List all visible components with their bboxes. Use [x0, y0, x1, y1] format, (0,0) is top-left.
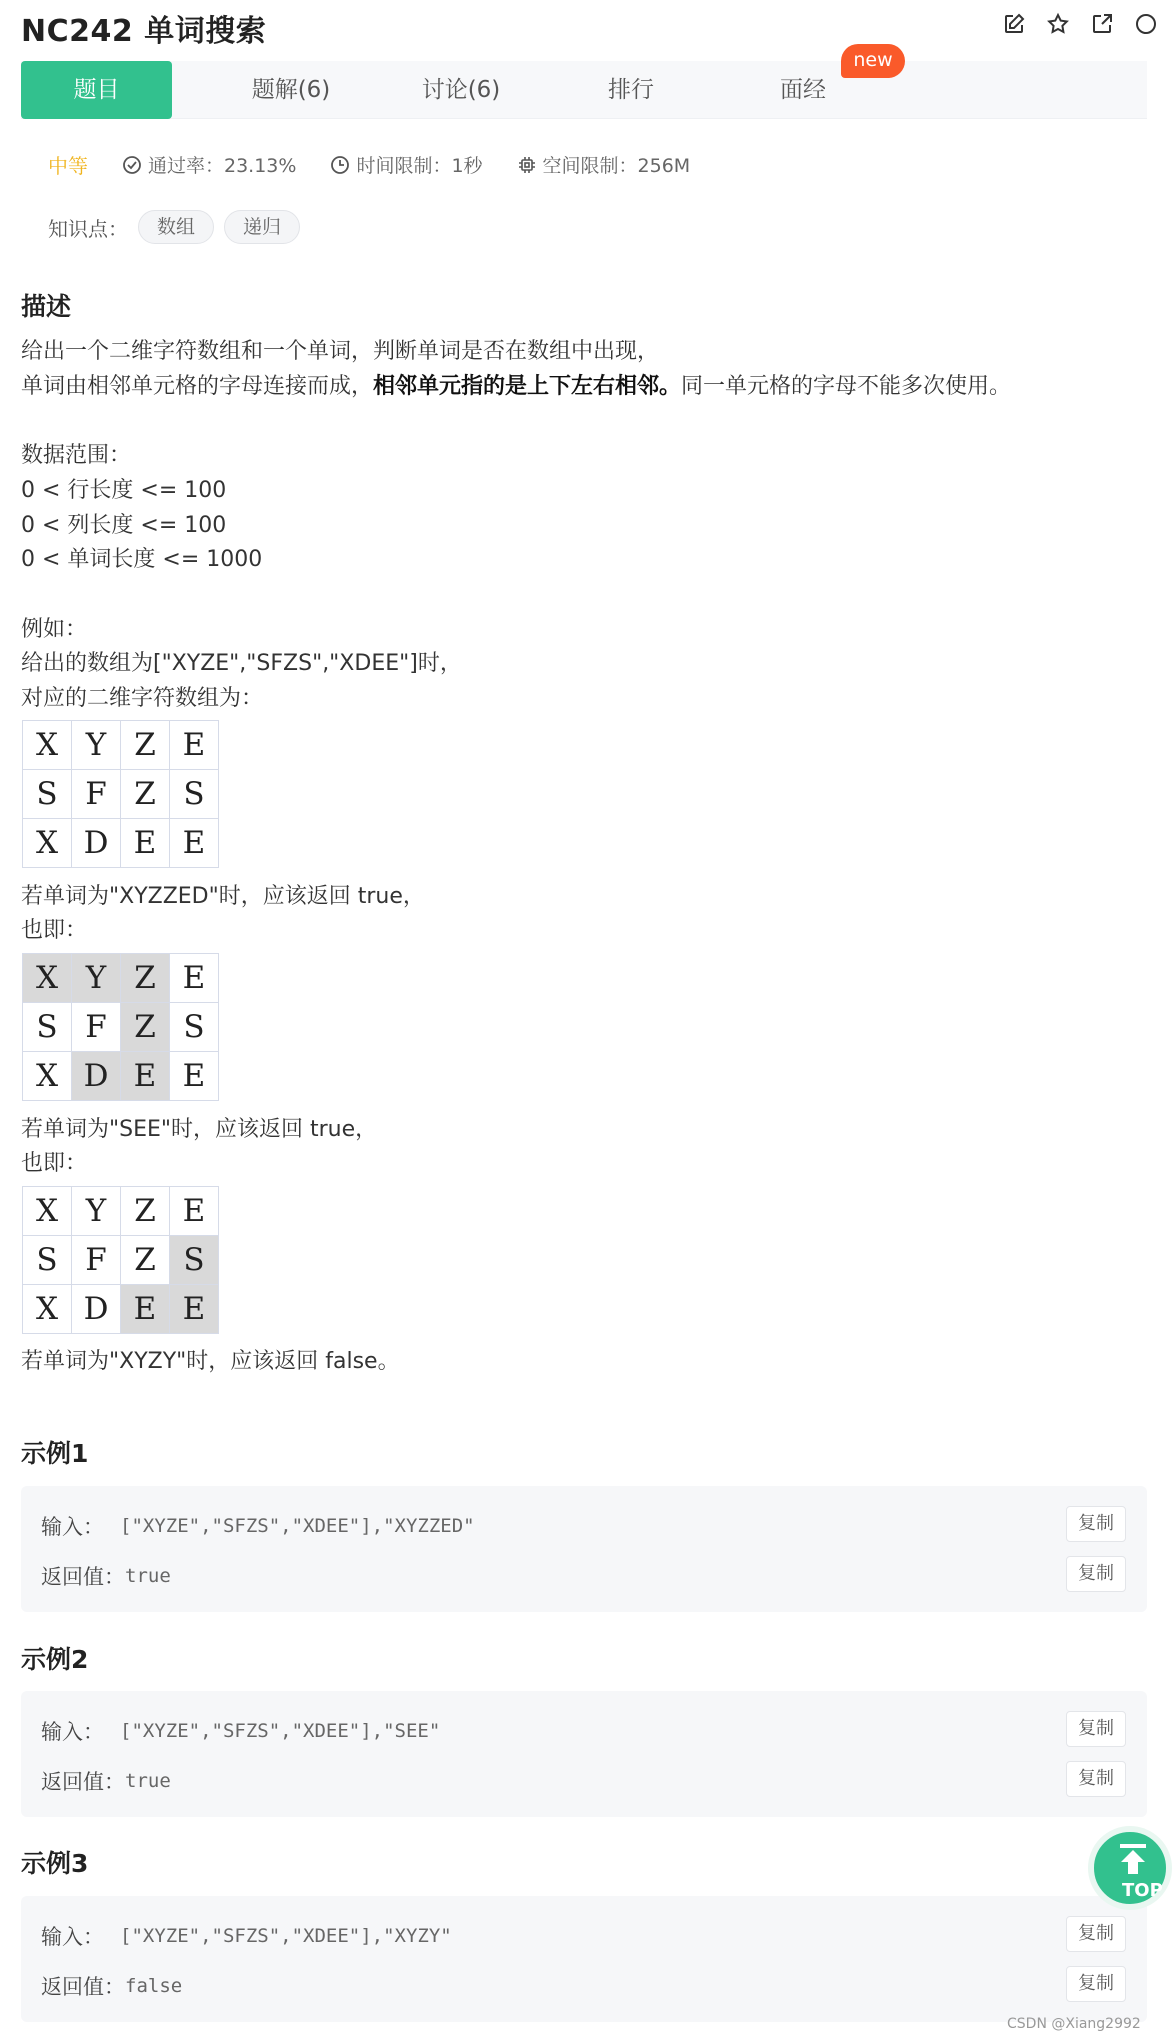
grid-cell: S	[170, 770, 219, 819]
copy-input-button[interactable]: 复制	[1066, 1506, 1126, 1542]
example-input: ["XYZE","SFZS","XDEE"],"XYZZED"	[120, 1515, 475, 1537]
tab-discussion[interactable]: 讨论(6)	[421, 77, 501, 103]
copy-output-button[interactable]: 复制	[1066, 1966, 1126, 2002]
tag-array[interactable]: 数组	[138, 210, 214, 244]
header	[0, 0, 1147, 52]
example-output: true	[125, 1770, 171, 1792]
grid-cell: Z	[121, 954, 170, 1003]
char-grid-xyzzed	[22, 953, 219, 1101]
grid-cell: Y	[72, 1187, 121, 1236]
toolbar	[1000, 10, 1160, 38]
grid-row	[23, 1285, 219, 1334]
more-icon[interactable]	[1132, 10, 1160, 38]
example-line: 对应的二维字符数组为：	[21, 686, 264, 711]
example-input: ["XYZE","SFZS","XDEE"],"SEE"	[120, 1720, 441, 1742]
example-output: false	[125, 1975, 183, 1997]
grid-cell: X	[23, 1052, 72, 1101]
grid-cell: F	[72, 770, 121, 819]
grid-cell: S	[23, 1003, 72, 1052]
grid-cell: E	[121, 1052, 170, 1101]
description-heading: 描述	[21, 292, 72, 321]
range-line: 0 < 行长度 <= 100	[21, 478, 227, 503]
case-line: 若单词为"XYZZED"时，应该返回 true，	[21, 884, 425, 909]
tags-label: 知识点：	[48, 216, 128, 241]
back-to-top-button[interactable]	[1088, 1826, 1172, 1910]
grid-cell: E	[121, 819, 170, 868]
chip-icon	[517, 155, 537, 175]
range-line: 0 < 单词长度 <= 1000	[21, 547, 263, 572]
tab-solutions[interactable]: 题解(6)	[251, 77, 331, 103]
grid-cell: Z	[121, 721, 170, 770]
example-3-heading: 示例3	[21, 1849, 89, 1878]
grid-cell: X	[23, 819, 72, 868]
grid-cell: Z	[121, 770, 170, 819]
example-1-box: 输入： ["XYZE","SFZS","XDEE"],"XYZZED" 返回值： true 复制 复制	[21, 1486, 1147, 1612]
grid-cell: S	[170, 1236, 219, 1285]
description-line: 单词由相邻单元格的字母连接而成，相邻单元指的是上下左右相邻。同一单元格的字母不能多次使用。	[21, 374, 1012, 399]
grid-cell: E	[170, 819, 219, 868]
example-3-box: 输入： ["XYZE","SFZS","XDEE"],"XYZY" 返回值： false 复制 复制	[21, 1896, 1147, 2022]
problem-meta	[48, 150, 724, 179]
grid-cell: X	[23, 721, 72, 770]
share-icon[interactable]	[1088, 10, 1116, 38]
grid-cell: E	[170, 1285, 219, 1334]
grid-cell: Y	[72, 721, 121, 770]
tab-ranking[interactable]: 排行	[608, 77, 654, 103]
time-limit: 时间限制：1秒	[356, 155, 483, 177]
case-line: 也即：	[21, 1151, 88, 1176]
tab-bar	[21, 61, 1147, 119]
star-icon[interactable]	[1044, 10, 1072, 38]
range-title: 数据范围：	[21, 443, 132, 468]
grid-cell: Z	[121, 1236, 170, 1285]
watermark: CSDN @Xiang2992	[1007, 2016, 1141, 2032]
grid-cell: S	[23, 1236, 72, 1285]
grid-row	[23, 1187, 219, 1236]
tag-recursion[interactable]: 递归	[224, 210, 300, 244]
grid-row	[23, 819, 219, 868]
case-line: 也即：	[21, 918, 88, 943]
grid-cell: Y	[72, 954, 121, 1003]
example-output: true	[125, 1565, 171, 1587]
range-line: 0 < 列长度 <= 100	[21, 513, 227, 538]
grid-cell: S	[170, 1003, 219, 1052]
grid-cell: Z	[121, 1003, 170, 1052]
grid-cell: D	[72, 1052, 121, 1101]
example-2-heading: 示例2	[21, 1645, 89, 1674]
grid-row	[23, 1052, 219, 1101]
grid-cell: E	[170, 1052, 219, 1101]
grid-cell: X	[23, 1187, 72, 1236]
check-circle-icon	[122, 155, 142, 175]
page-title: NC242 单词搜索	[21, 14, 267, 49]
tab-interviews[interactable]: 面经	[780, 77, 826, 103]
space-limit: 空间限制：256M	[542, 155, 691, 177]
example-2-box: 输入： ["XYZE","SFZS","XDEE"],"SEE" 返回值： true 复制 复制	[21, 1691, 1147, 1817]
grid-cell: D	[72, 1285, 121, 1334]
copy-output-button[interactable]: 复制	[1066, 1556, 1126, 1592]
tab-problem[interactable]: 题目	[21, 61, 172, 119]
grid-cell: X	[23, 1285, 72, 1334]
back-to-top-label: TOP	[1122, 1880, 1163, 1901]
case-line: 若单词为"SEE"时，应该返回 true，	[21, 1117, 378, 1142]
char-grid-see	[22, 1186, 219, 1334]
example-1-heading: 示例1	[21, 1439, 89, 1468]
grid-cell: D	[72, 819, 121, 868]
grid-cell: Z	[121, 1187, 170, 1236]
grid-cell: E	[170, 721, 219, 770]
difficulty-label: 中等	[48, 154, 88, 178]
grid-row	[23, 1236, 219, 1285]
example-title: 例如：	[21, 617, 88, 642]
grid-cell: S	[23, 770, 72, 819]
grid-row	[23, 954, 219, 1003]
copy-input-button[interactable]: 复制	[1066, 1711, 1126, 1747]
edit-icon[interactable]	[1000, 10, 1028, 38]
new-badge: new	[841, 44, 905, 78]
example-input: ["XYZE","SFZS","XDEE"],"XYZY"	[120, 1925, 452, 1947]
case-line: 若单词为"XYZY"时，应该返回 false。	[21, 1349, 400, 1374]
char-grid	[22, 720, 219, 868]
knowledge-tags	[48, 210, 300, 244]
grid-cell: F	[72, 1003, 121, 1052]
copy-input-button[interactable]: 复制	[1066, 1916, 1126, 1952]
grid-cell: F	[72, 1236, 121, 1285]
arrow-up-icon	[1118, 1844, 1148, 1876]
grid-row	[23, 721, 219, 770]
pass-rate: 通过率：23.13%	[148, 155, 297, 177]
grid-cell: E	[170, 1187, 219, 1236]
grid-row	[23, 1003, 219, 1052]
clock-icon	[330, 155, 350, 175]
grid-cell: E	[121, 1285, 170, 1334]
copy-output-button[interactable]: 复制	[1066, 1761, 1126, 1797]
grid-row	[23, 770, 219, 819]
description-line: 给出一个二维字符数组和一个单词，判断单词是否在数组中出现，	[21, 339, 660, 364]
grid-cell: X	[23, 954, 72, 1003]
grid-cell: E	[170, 954, 219, 1003]
example-line: 给出的数组为["XYZE","SFZS","XDEE"]时，	[21, 651, 462, 676]
